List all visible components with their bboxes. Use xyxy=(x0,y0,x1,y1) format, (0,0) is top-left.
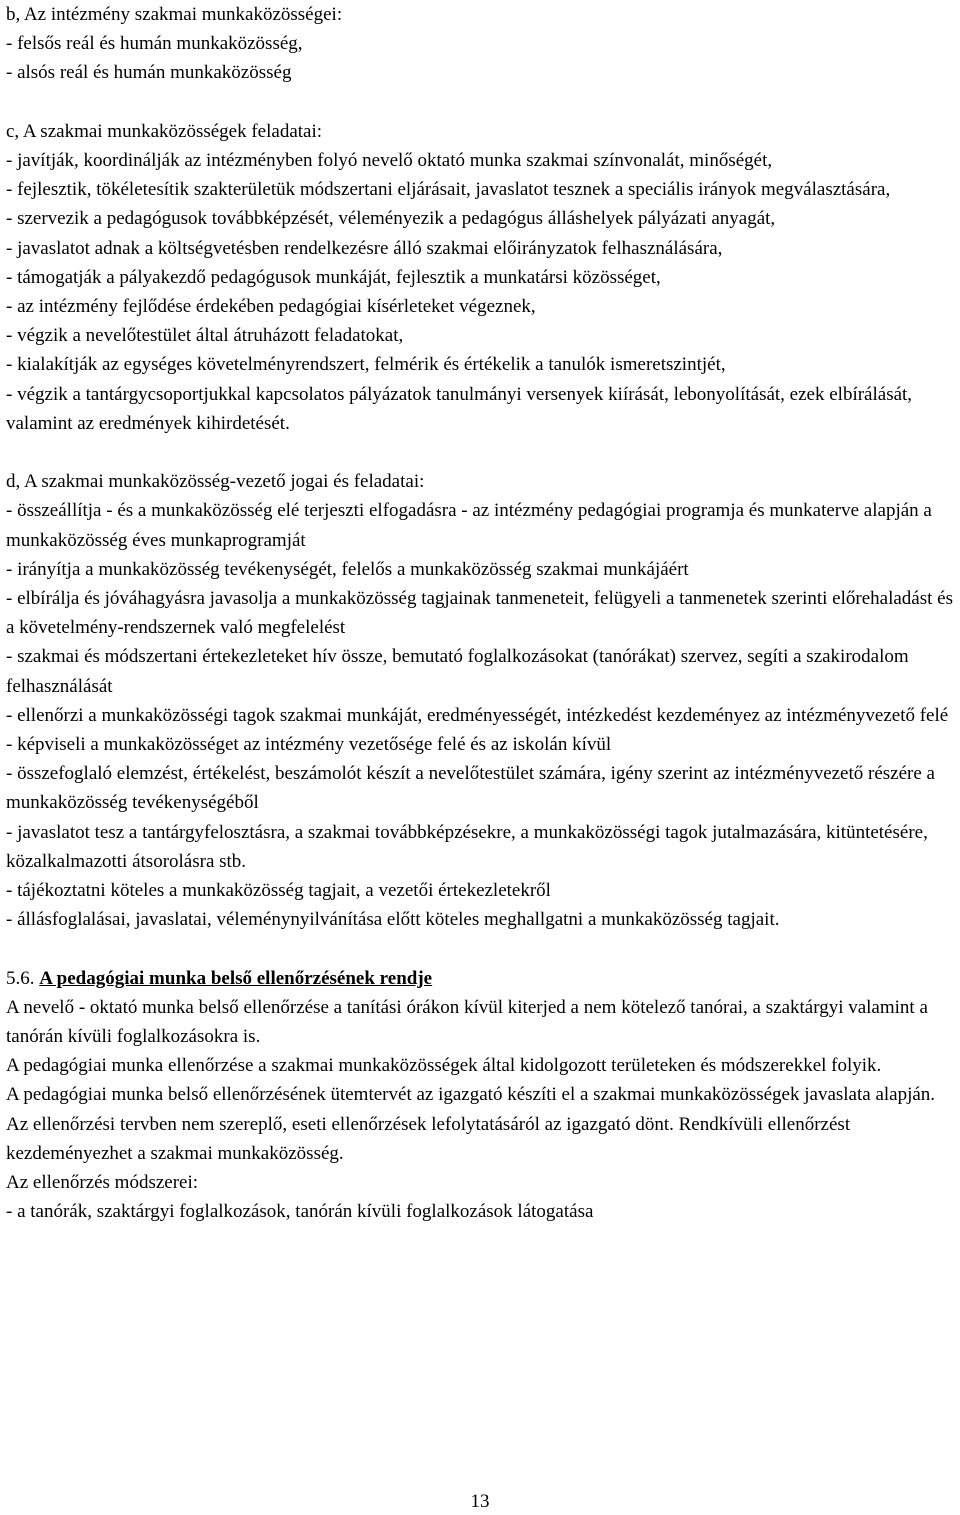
spacer xyxy=(6,934,956,963)
paragraph: A nevelő - oktató munka belső ellenőrzése a tanítási órákon kívül kiterjed a nem kötelező tanórai, a szaktárgyi valamint a tanórán kívüli foglalkozásokra is. xyxy=(6,996,928,1048)
list-item: - fejlesztik, tökéletesítik szakterületük módszertani eljárásait, javaslatot tesznek a speciális irányok megválasztására, xyxy=(6,179,891,201)
list-item: - összeállítja - és a munkaközösség elé terjeszti elfogadásra - az intézmény pedagógiai programja és munkaterve alapján a munkaközösség éves munkaprogramját xyxy=(6,500,932,551)
section-b xyxy=(6,0,956,88)
list-item: - javaslatot adnak a költségvetésben rendelkezésre álló szakmai előirányzatok felhasználására, xyxy=(6,237,723,259)
paragraph: A pedagógiai munka ellenőrzése a szakmai munkaközösségek által kidolgozott területeken és módszerekkel folyik. xyxy=(6,1055,882,1077)
list-item: - felsős reál és humán munkaközösség, xyxy=(6,33,303,55)
document-page xyxy=(6,0,956,1226)
list-item: - irányítja a munkaközösség tevékenységét, felelős a munkaközösség szakmai munkájáért xyxy=(6,558,689,580)
section-c xyxy=(6,117,956,438)
list-item: - az intézmény fejlődése érdekében pedagógiai kísérleteket végeznek, xyxy=(6,296,536,318)
list-item: - képviseli a munkaközösséget az intézmény vezetősége felé és az iskolán kívül xyxy=(6,734,612,756)
list-item: - elbírálja és jóváhagyásra javasolja a munkaközösség tagjainak tanmeneteit, felügyeli a tanmenetek szerinti előrehaladást és a követelmény-rendszernek való megfelelést xyxy=(6,588,953,639)
list-item: - állásfoglalásai, javaslatai, véleménynyilvánítása előtt köteles meghallgatni a munkaközösség tagjait. xyxy=(6,909,780,931)
list-item: - javaslatot tesz a tantárgyfelosztásra, a szakmai továbbképzésekre, a munkaközösségi tagok jutalmazására, kitüntetésére, közalkalmazotti átsorolásra stb. xyxy=(6,821,928,872)
list-item: - a tanórák, szaktárgyi foglalkozások, tanórán kívüli foglalkozások látogatása xyxy=(6,1201,594,1223)
section-d xyxy=(6,467,956,934)
list-item: - ellenőrzi a munkaközösségi tagok szakmai munkáját, eredményességét, intézkedést kezdeményez az intézményvezető felé xyxy=(6,704,949,726)
list-item: - tájékoztatni köteles a munkaközösség tagjait, a vezetői értekezletekről xyxy=(6,880,551,902)
section-b-heading: b, Az intézmény szakmai munkaközösségei: xyxy=(6,4,343,25)
list-item: - alsós reál és humán munkaközösség xyxy=(6,62,292,84)
paragraph: A pedagógiai munka belső ellenőrzésének ütemtervét az igazgató készíti el a szakmai munkaközösségek javaslata alapján. Az ellenőrzési tervben nem szereplő, eseti ellenőrzések lefolytatásáról az igazgató dönt. Rendkívüli ellenőrzést kezdeményezhet a szakmai munkaközösség. xyxy=(6,1084,936,1164)
section-title: A pedagógiai munka belső ellenőrzésének rendje xyxy=(39,967,433,989)
list-item: - támogatják a pályakezdő pedagógusok munkáját, fejlesztik a munkatársi közösséget, xyxy=(6,266,661,288)
section-d-heading: d, A szakmai munkaközösség-vezető jogai és feladatai: xyxy=(6,471,425,493)
spacer xyxy=(6,438,956,467)
section-heading xyxy=(6,964,956,993)
list-item: - összefoglaló elemzést, értékelést, beszámolót készít a nevelőtestület számára, igény szerint az intézményvezető részére a munkaközösség tevékenységéből xyxy=(6,763,935,814)
list-item: - javítják, koordinálják az intézményben folyó nevelő oktató munka szakmai színvonalát, minőségét, xyxy=(6,150,773,171)
list-item: - kialakítják az egységes követelményrendszert, felmérik és értékelik a tanulók ismeretszintjét, xyxy=(6,354,726,376)
section-number: 5.6. xyxy=(6,967,35,989)
section-5-6 xyxy=(6,964,956,1227)
spacer xyxy=(6,88,956,117)
list-item: - végzik a nevelőtestület által átruházott feladatokat, xyxy=(6,325,404,347)
list-item: - végzik a tantárgycsoportjukkal kapcsolatos pályázatok tanulmányi versenyek kiírását, lebonyolítását, ezek elbírálását, valamint az eredmények kihirdetését. xyxy=(6,383,913,434)
section-c-heading: c, A szakmai munkaközösségek feladatai: xyxy=(6,120,323,142)
list-item: - szakmai és módszertani értekezleteket hív össze, bemutató foglalkozásokat (tanórákat) szervez, segíti a szakirodalom felhasználását xyxy=(6,646,909,697)
paragraph: Az ellenőrzés módszerei: xyxy=(6,1172,199,1194)
page-number: 13 xyxy=(470,1491,490,1512)
list-item: - szervezik a pedagógusok továbbképzését, véleményezik a pedagógus álláshelyek pályázati anyagát, xyxy=(6,208,776,230)
